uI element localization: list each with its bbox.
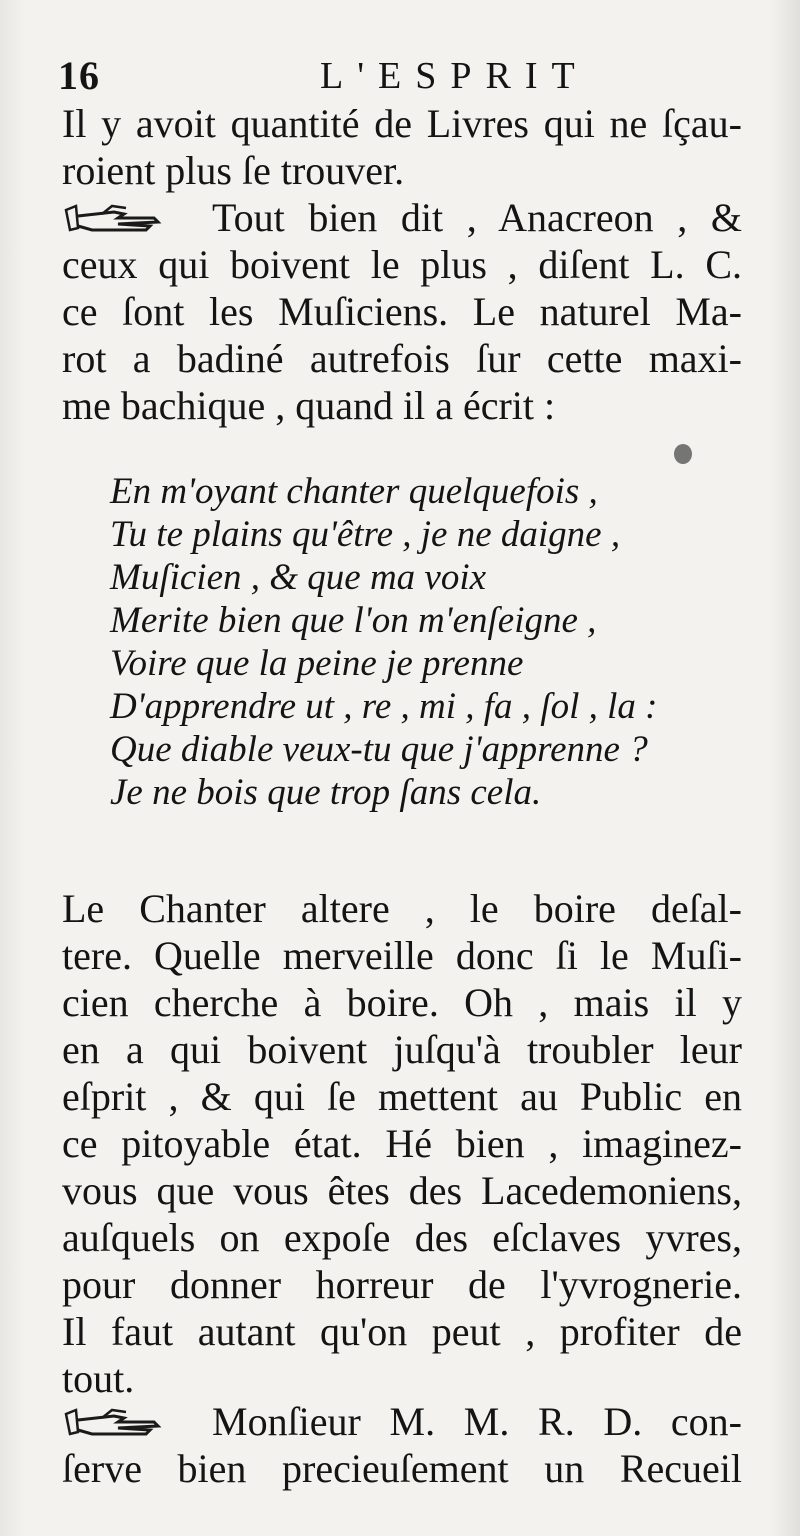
text-line: tout. <box>62 1356 135 1401</box>
verse-line: Que diable veux-tu que j'apprenne ? <box>110 729 648 770</box>
page-number: 16 <box>58 53 100 98</box>
verse-line: Merite bien que l'on m'enſeigne , <box>110 600 597 641</box>
text-line: auſquels on expoſe des eſclaves yvres, <box>62 1215 742 1260</box>
paragraph-1 <box>62 100 742 429</box>
verse-poem <box>110 470 730 814</box>
verse-line: En m'oyant chanter quelquefois , <box>110 471 598 512</box>
text-line: ſerve bien precieuſement un Recueil <box>62 1446 742 1491</box>
text-line: roient plus ſe trouver. <box>62 148 405 193</box>
text-line: rot a badiné autrefois ſur cette maxi- <box>62 336 742 381</box>
text-line: Il y avoit quantité de Livres qui ne ſçau- <box>62 101 742 146</box>
text-line: pour donner horreur de l'yvrognerie. <box>62 1262 742 1307</box>
paragraph-2 <box>62 194 742 429</box>
text-line: Le Chanter altere , le boire deſal- <box>62 886 742 931</box>
text-line: Tout bien dit , Anacreon , & <box>212 195 742 240</box>
paragraph-3 <box>62 885 742 1402</box>
ink-spot <box>674 444 692 464</box>
text-line: ce pitoyable état. Hé bien , imaginez- <box>62 1121 742 1166</box>
text-line: tere. Quelle merveille donc ſi le Muſi- <box>62 933 742 978</box>
pointing-hand-icon <box>62 202 182 234</box>
verse-line: Muſicien , & que ma voix <box>110 557 487 598</box>
text-line: cien cherche à boire. Oh , mais il y <box>62 980 742 1025</box>
verse-line: Je ne bois que trop ſans cela. <box>110 772 542 813</box>
text-line: me bachique , quand il a écrit : <box>62 383 556 428</box>
verse-line: Voire que la peine je prenne <box>110 643 524 684</box>
text-line: ceux qui boivent le plus , diſent L. C. <box>62 242 742 287</box>
paragraph-4 <box>62 1398 742 1492</box>
text-line: ce ſont les Muſiciens. Le naturel Ma- <box>62 289 742 334</box>
verse-line: Tu te plains qu'être , je ne daigne , <box>110 514 621 555</box>
verse-line: D'apprendre ut , re , mi , fa , ſol , la : <box>110 686 658 727</box>
text-line: eſprit , & qui ſe mettent au Public en <box>62 1074 742 1119</box>
text-line: en a qui boivent juſqu'à troubler leur <box>62 1027 742 1072</box>
text-line: vous que vous êtes des Lacedemoniens, <box>62 1168 742 1213</box>
text-line: Il faut autant qu'on peut , profiter de <box>62 1309 742 1354</box>
running-title: L'ESPRIT <box>320 55 589 97</box>
page-header <box>58 52 748 100</box>
text-line: Monſieur M. M. R. D. con- <box>212 1399 742 1444</box>
pointing-hand-icon <box>62 1406 182 1438</box>
